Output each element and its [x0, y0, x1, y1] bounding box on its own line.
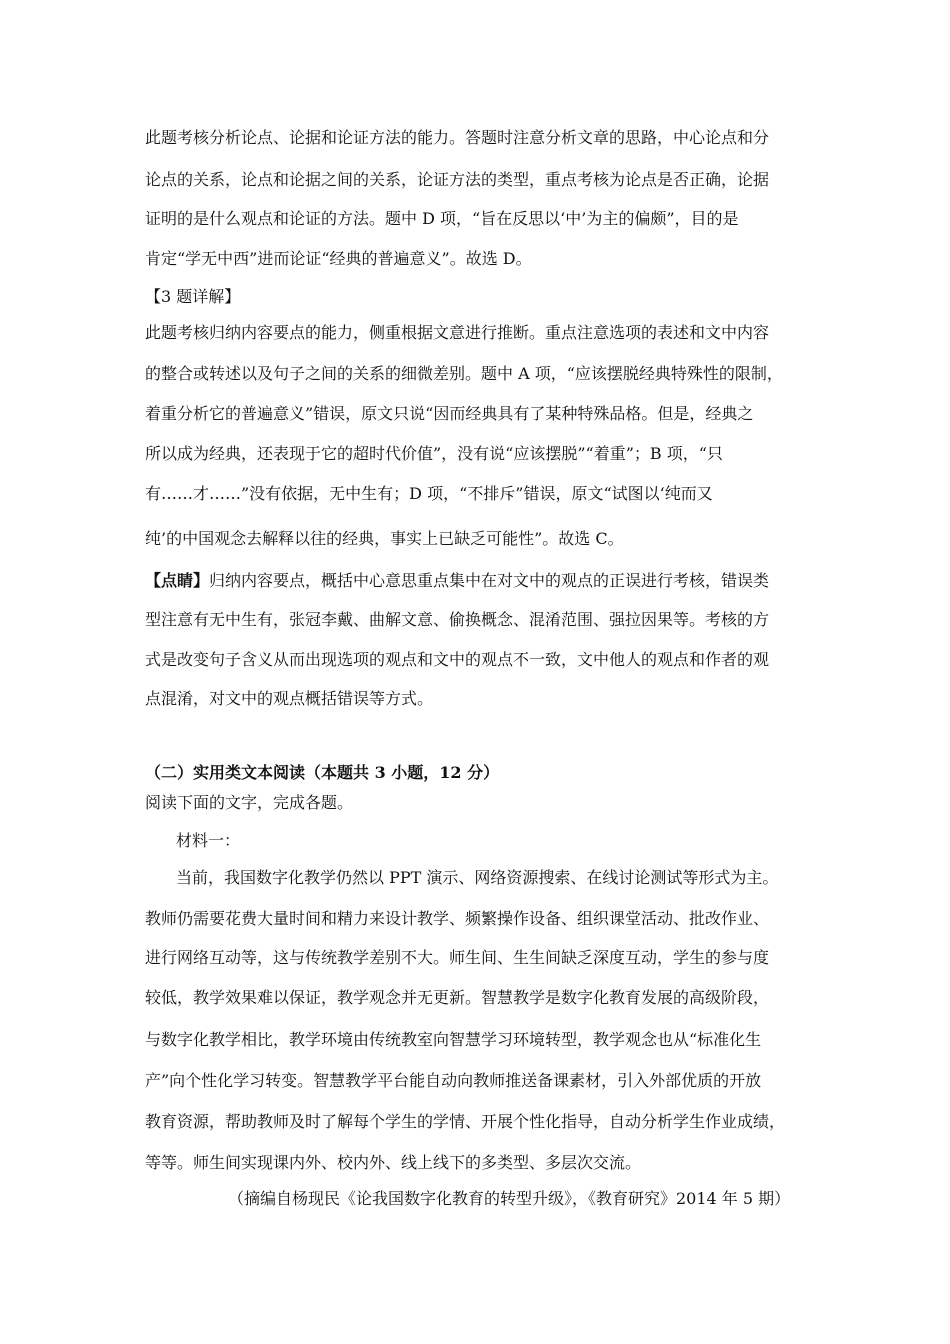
q2-line-4: 肯定“学无中西”进而论证“经典的普遍意义”。故选 D。 — [145, 249, 532, 268]
q2-line-3: 证明的是什么观点和论证的方法。题中 D 项，“旨在反思以‘中’为主的偏颇”，目的是 — [145, 209, 739, 228]
material-line-5: 与数字化教学相比，教学环境由传统教室向智慧学习环境转型，教学观念也从“标准化生 — [145, 1030, 762, 1049]
tip-line-2: 型注意有无中生有，张冠李戴、曲解文意、偷换概念、混淆范围、强拉因果等。考核的方 — [145, 610, 770, 629]
tip-line-4: 点混淆，对文中的观点概括错误等方式。 — [145, 689, 434, 708]
material-source: （摘编自杨现民《论我国数字化教育的转型升级》，《教育研究》2014 年 5 期） — [228, 1189, 791, 1208]
q3-heading: 【3 题详解】 — [145, 287, 241, 306]
q2-line-2: 论点的关系，论点和论据之间的关系，论证方法的类型，重点考核为论点是否正确，论据 — [145, 170, 770, 189]
q3-line-5: 有……才……”没有依据，无中生有；D 项，“不排斥”错误，原文“试图以‘纯而又 — [145, 484, 713, 503]
material-line-4: 较低，教学效果难以保证，教学观念并无更新。智慧教学是数字化教育发展的高级阶段， — [145, 988, 770, 1007]
q3-line-3: 着重分析它的普遍意义”错误，原文只说“因而经典具有了某种特殊品格。但是，经典之 — [145, 404, 754, 423]
material-line-3: 进行网络互动等，这与传统教学差别不大。师生间、生生间缺乏深度互动，学生的参与度 — [145, 948, 770, 967]
q3-line-1: 此题考核归纳内容要点的能力，侧重根据文意进行推断。重点注意选项的表述和文中内容 — [145, 323, 770, 342]
part2-instruction: 阅读下面的文字，完成各题。 — [145, 793, 354, 812]
tip-label: 【点睛】 — [145, 571, 210, 590]
part2-heading: （二）实用类文本阅读（本题共 3 小题，12 分） — [145, 763, 500, 782]
material-line-1: 当前，我国数字化教学仍然以 PPT 演示、网络资源搜索、在线讨论测试等形式为主。 — [176, 868, 779, 887]
tip-line-3: 式是改变句子含义从而出现选项的观点和文中的观点不一致，文中他人的观点和作者的观 — [145, 650, 770, 669]
tip-line-1 — [145, 571, 769, 591]
material-line-8: 等等。师生间实现课内外、校内外、线上线下的多类型、多层次交流。 — [145, 1153, 642, 1172]
q3-line-6: 纯’的中国观念去解释以往的经典，事实上已缺乏可能性”。故选 C。 — [145, 529, 624, 548]
material-line-6: 产”向个性化学习转变。智慧教学平台能自动向教师推送备课素材，引入外部优质的开放 — [145, 1071, 762, 1090]
material-line-2: 教师仍需要花费大量时间和精力来设计教学、频繁操作设备、组织课堂活动、批改作业、 — [145, 909, 770, 928]
tip-text: 归纳内容要点，概括中心意思重点集中在对文中的观点的正误进行考核，错误类 — [209, 571, 770, 590]
q3-line-4: 所以成为经典，还表现于它的超时代价值”，没有说“应该摆脱”“着重”；B 项，“只 — [145, 444, 723, 463]
material-line-7: 教育资源，帮助教师及时了解每个学生的学情、开展个性化指导，自动分析学生作业成绩， — [145, 1112, 786, 1131]
q3-line-2: 的整合或转述以及句子之间的关系的细微差别。题中 A 项，“应该摆脱经典特殊性的限制， — [145, 364, 783, 383]
q2-line-1: 此题考核分析论点、论据和论证方法的能力。答题时注意分析文章的思路，中心论点和分 — [145, 128, 770, 147]
material-label: 材料一： — [176, 831, 241, 850]
